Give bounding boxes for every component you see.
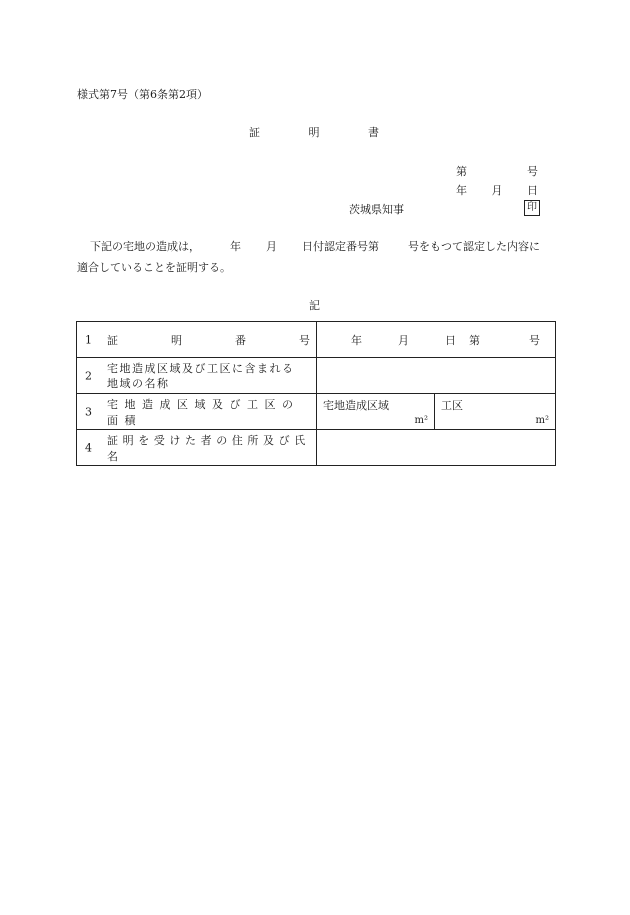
title-char: 証 [249,126,260,139]
value-month: 月 [398,333,409,347]
area-section-cell [435,394,555,429]
row4-label: 証明を受けた者の住所及び氏名 [107,433,310,463]
issue-date-line [456,182,538,198]
row-number: 2 [85,369,92,382]
row2-label [107,361,310,391]
value-day: 日 [445,333,456,347]
row4-label-cell [77,430,317,466]
issue-number-prefix: 第 [456,165,467,178]
form-number: 様式第7号（第6条第2項） [77,88,208,101]
issue-month: 月 [491,184,503,197]
row-number: 4 [85,441,92,454]
table-row [77,430,556,466]
area-residential-cell [317,394,435,429]
issue-number-line [456,163,538,179]
row3-label-cell [77,394,317,430]
document-title [249,124,379,140]
row-number: 3 [85,405,92,418]
row3-label: 宅地造成区域及び工区の面積 [107,397,300,427]
row2-label-line1: 宅地造成区域及び工区に含まれる [107,361,295,375]
row2-label-cell [77,358,317,394]
table-row [77,358,556,394]
body-line-1 [90,238,552,253]
row4-value-cell [317,430,556,466]
issuer-name: 茨城県知事 [349,203,404,216]
label-char: 明 [171,333,182,347]
area-residential-label: 宅地造成区域 [323,399,389,412]
title-char: 明 [308,126,320,139]
value-year: 年 [351,333,362,347]
label-char: 号 [299,333,310,347]
table-row [77,394,556,430]
issue-year: 年 [456,184,467,197]
row1-label-cell [77,322,317,358]
title-char: 書 [368,126,379,139]
label-char: 番 [235,333,246,347]
area-section-label: 工区 [441,399,463,412]
row1-value-cell [317,322,556,358]
seal-mark: 印 [524,200,540,216]
body-month: 月 [266,240,277,253]
value-go: 号 [529,333,540,347]
body-text-end: 号をもつて認定した内容に [408,240,540,253]
body-year: 年 [230,240,241,253]
row2-label-line2: 地域の名称 [107,376,170,390]
row3-value-cell [317,394,556,430]
issue-number-suffix: 号 [527,165,538,178]
row2-value-cell [317,358,556,394]
area-unit: m² [535,415,549,426]
ki-heading: 記 [309,299,320,312]
row-number: 1 [85,333,92,346]
certificate-table [76,321,556,466]
table-row [77,322,556,358]
value-dai: 第 [469,333,480,347]
label-char: 証 [107,333,118,347]
body-text-mid: 日付認定番号第 [302,240,379,253]
row1-label [107,332,310,348]
issue-day: 日 [527,184,538,197]
body-line-2: 適合していることを証明する。 [77,261,231,274]
area-unit: m² [414,415,428,426]
body-text-start: 下記の宅地の造成は， [90,240,200,253]
